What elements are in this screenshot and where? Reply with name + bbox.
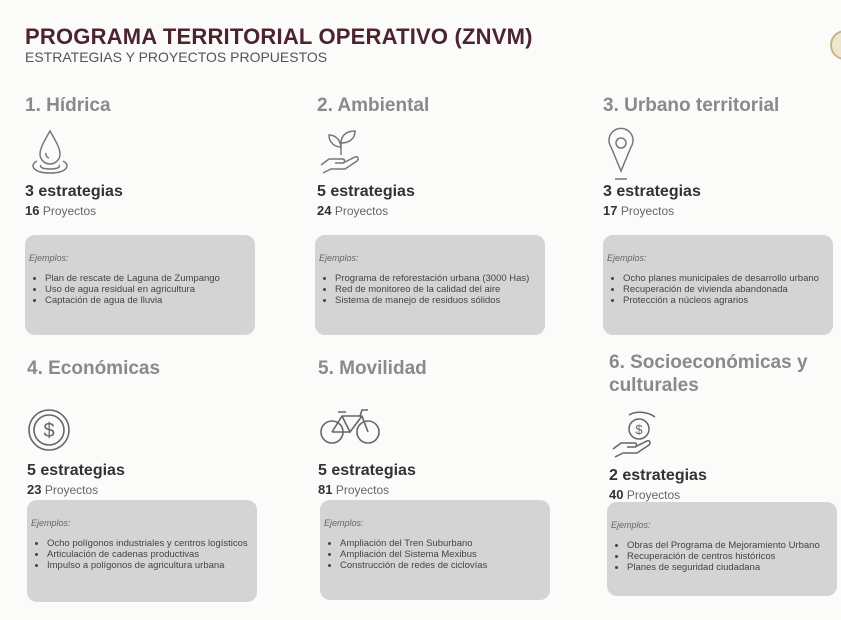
example-item: • Programa de reforestación urbana (3000 Has) xyxy=(335,273,539,284)
examples-box xyxy=(607,502,837,596)
examples-list xyxy=(611,540,831,573)
bicycle-icon xyxy=(318,406,548,456)
examples-list xyxy=(319,273,539,306)
example-item: • Construcción de redes de ciclovías xyxy=(340,560,544,571)
strategies-count: 2 estrategias xyxy=(609,467,707,484)
examples-label: Ejemplos: xyxy=(611,520,651,530)
examples-list xyxy=(607,273,827,306)
examples-list xyxy=(31,538,251,571)
category-urbano-territorial xyxy=(603,94,833,218)
category-title: 3. Urbano territorial xyxy=(603,95,780,116)
projects-number: 81 xyxy=(318,482,333,497)
examples-label: Ejemplos: xyxy=(31,518,71,528)
example-item: • Plan de rescate de Laguna de Zumpango xyxy=(45,273,249,284)
example-item: • Protección a núcleos agrarios xyxy=(623,295,827,306)
examples-label: Ejemplos: xyxy=(319,253,359,263)
projects-count xyxy=(27,482,257,497)
location-pin-icon xyxy=(603,127,833,177)
examples-box xyxy=(25,235,255,335)
hand-coin-icon xyxy=(609,411,839,461)
category-title: 1. Hídrica xyxy=(25,95,111,116)
example-item: • Articulación de cadenas productivas xyxy=(47,549,251,560)
example-item: • Ocho polígonos industriales y centros logísticos xyxy=(47,538,251,549)
strategies-count: 3 estrategias xyxy=(603,183,701,200)
projects-number: 16 xyxy=(25,203,40,218)
projects-label: Proyectos xyxy=(626,488,681,502)
projects-number: 17 xyxy=(603,203,618,218)
strategies-count: 5 estrategias xyxy=(317,183,415,200)
strategies-count: 3 estrategias xyxy=(25,183,123,200)
svg-text:$: $ xyxy=(635,422,643,437)
projects-count xyxy=(317,203,547,218)
projects-label: Proyectos xyxy=(620,204,675,218)
dollar-coin-icon xyxy=(27,406,257,456)
example-item: • Red de monitoreo de la calidad del aire xyxy=(335,284,539,295)
category-socioeconomicas-y-culturales xyxy=(609,351,839,502)
projects-count xyxy=(25,203,255,218)
water-drop-icon xyxy=(25,127,255,177)
category-title: 4. Económicas xyxy=(27,358,161,379)
example-item: • Recuperación de centros históricos xyxy=(627,551,831,562)
examples-label: Ejemplos: xyxy=(29,253,69,263)
category-title: 2. Ambiental xyxy=(317,95,430,116)
page-title: PROGRAMA TERRITORIAL OPERATIVO (ZNVM) xyxy=(25,24,533,49)
example-item: • Ocho planes municipales de desarrollo urbano xyxy=(623,273,827,284)
example-item: • Sistema de manejo de residuos sólidos xyxy=(335,295,539,306)
example-item: • Impulso a polígonos de agricultura urbana xyxy=(47,560,251,571)
examples-list xyxy=(324,538,544,571)
projects-number: 40 xyxy=(609,487,624,502)
projects-label: Proyectos xyxy=(44,483,99,497)
projects-number: 23 xyxy=(27,482,42,497)
example-item: • Captación de agua de lluvia xyxy=(45,295,249,306)
projects-count xyxy=(318,482,548,497)
projects-label: Proyectos xyxy=(42,204,97,218)
category-ambiental xyxy=(317,94,547,218)
category-title: 5. Movilidad xyxy=(318,358,427,379)
example-item: • Ampliación del Tren Suburbano xyxy=(340,538,544,549)
plant-hand-icon xyxy=(317,127,547,177)
category-economicas xyxy=(27,357,257,497)
examples-box xyxy=(603,235,833,335)
examples-label: Ejemplos: xyxy=(324,518,364,528)
projects-label: Proyectos xyxy=(334,204,389,218)
example-item: • Recuperación de vivienda abandonada xyxy=(623,284,827,295)
examples-box xyxy=(315,235,545,335)
example-item: • Planes de seguridad ciudadana xyxy=(627,562,831,573)
example-item: • Obras del Programa de Mejoramiento Urbano xyxy=(627,540,831,551)
projects-label: Proyectos xyxy=(335,483,390,497)
strategies-count: 5 estrategias xyxy=(27,462,125,479)
examples-list xyxy=(29,273,249,306)
page-subtitle: ESTRATEGIAS Y PROYECTOS PROPUESTOS xyxy=(25,49,328,65)
projects-number: 24 xyxy=(317,203,332,218)
svg-text:$: $ xyxy=(43,420,55,442)
examples-box xyxy=(320,500,550,600)
example-item: • Ampliación del Sistema Mexibus xyxy=(340,549,544,560)
projects-count xyxy=(603,203,833,218)
emblem-icon xyxy=(830,30,841,60)
example-item: • Uso de agua residual en agricultura xyxy=(45,284,249,295)
category-hidrica xyxy=(25,94,255,218)
category-movilidad xyxy=(318,357,548,497)
strategies-count: 5 estrategias xyxy=(318,462,416,479)
projects-count xyxy=(609,487,839,502)
category-title: 6. Socioeconómicas y culturales xyxy=(609,352,808,396)
examples-box xyxy=(27,500,257,602)
examples-label: Ejemplos: xyxy=(607,253,647,263)
